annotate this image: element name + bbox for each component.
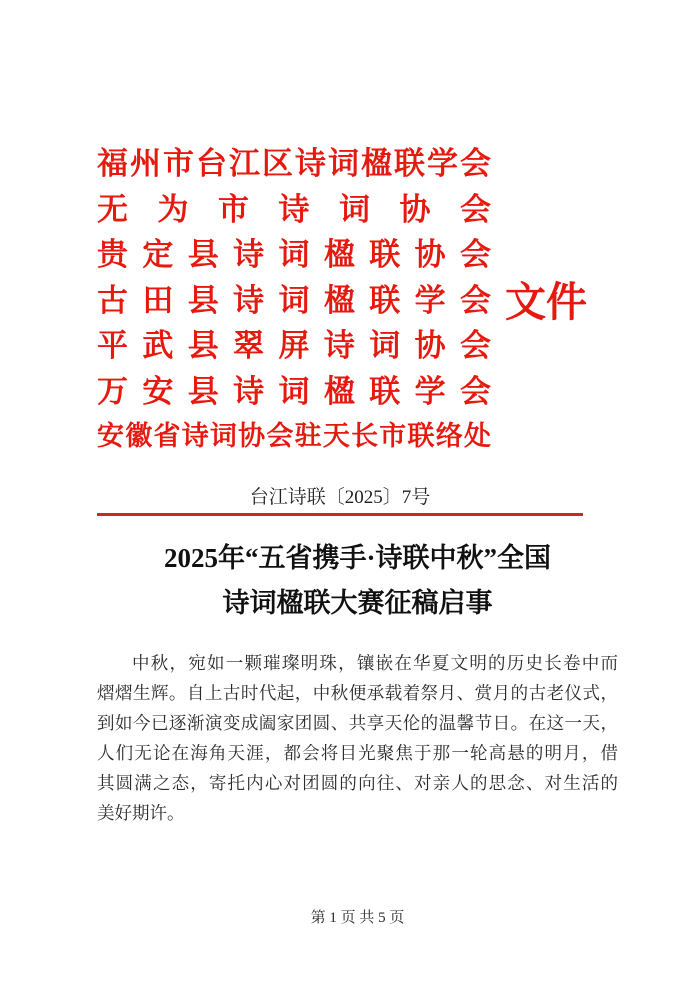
letterhead-org-block [97,141,491,459]
red-header-divider [97,513,583,516]
body-line: 人们无论在海角天涯，都会将目光聚焦于那一轮高悬的明月，借 [97,743,618,763]
document-title [97,536,618,626]
document-title-line-1: 2025年“五省携手·诗联中秋”全国 [163,543,551,573]
body-line: 到如今已逐渐演变成阖家团圆、共享天伦的温馨节日。在这一天， [97,713,618,733]
body-line: 熠熠生辉。自上古时代起，中秋便承载着祭月、赏月的古老仪式， [97,683,618,703]
org-name-line-6: 万安县诗词楹联学会 [97,373,491,409]
org-name-line-4: 古田县诗词楹联学会 [97,282,491,318]
body-line: 中秋，宛如一颗璀璨明珠，镶嵌在华夏文明的历史长卷中而 [132,653,618,673]
org-name-line-7: 安徽省诗词协会驻天长市联络处 [97,421,491,451]
file-document-label: 文件 [505,279,587,325]
body-line: 美好期许。 [97,803,185,823]
body-line: 其圆满之态，寄托内心对团圆的向往、对亲人的思念、对生活的 [97,773,618,793]
org-name-line-3: 贵定县诗词楹联协会 [97,237,491,272]
document-number: 台江诗联〔2025〕7号 [249,487,431,508]
page-number-footer: 第 1 页 共 5 页 [310,910,405,926]
org-name-line-1: 福州市台江区诗词楹联学会 [97,146,491,181]
org-name-line-5: 平武县翠屏诗词协会 [97,328,491,363]
org-name-line-2: 无为市诗词协会 [97,191,491,227]
document-title-line-2: 诗词楹联大赛征稿启事 [222,588,493,618]
body-paragraph [97,648,618,828]
